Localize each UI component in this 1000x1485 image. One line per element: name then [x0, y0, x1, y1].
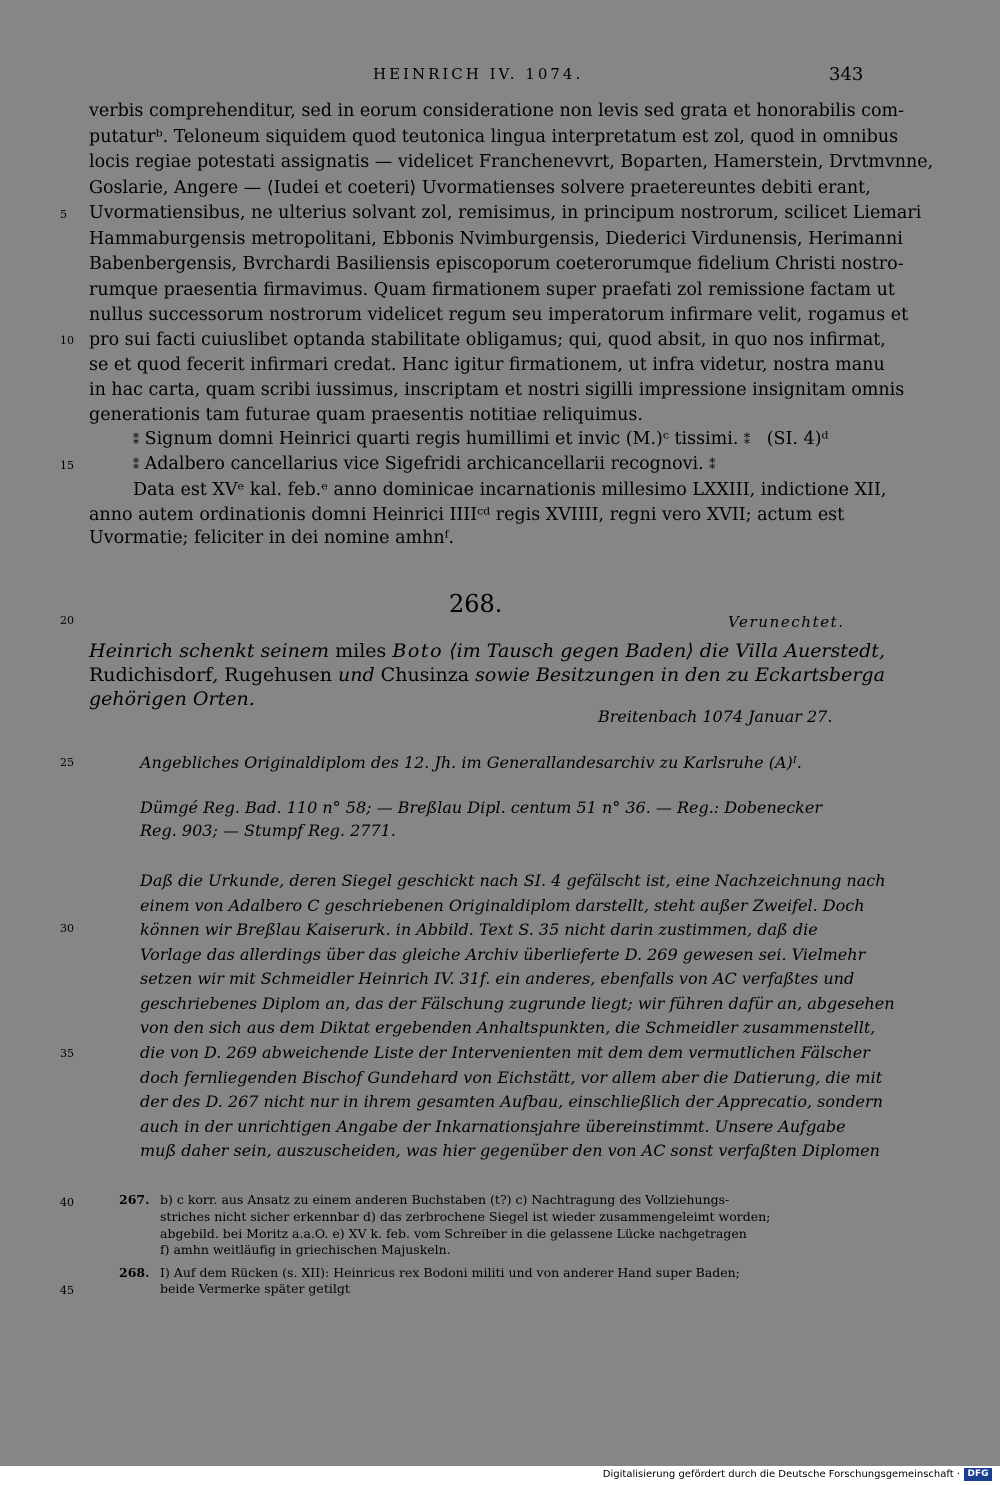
date-place: Breitenbach 1074 Januar 27. [598, 707, 833, 726]
text-line: generationis tam futurae quam praesentis notitiae reliquimus. [89, 405, 643, 425]
tradition-line: Angebliches Originaldiplom des 12. Jh. im Generallandesarchiv zu Karlsruhe (A)ᴵ. [140, 753, 802, 772]
line-number: 30 [60, 922, 74, 935]
commentary-line: setzen wir mit Schmeidler Heinrich IV. 31f. ein anderes, ebenfalls von AC verfaßtes und [140, 969, 855, 988]
commentary-line: einem von Adalbero C geschriebenen Originaldiplom darstellt, steht außer Zweifel. Doch [140, 896, 865, 915]
text-line: pro sui facti cuiuslibet optanda stabilitate obligamus; qui, quod absit, in quo nos infirmat, [89, 330, 886, 350]
commentary-line: doch fernliegenden Bischof Gundehard von Eichstätt, vor allem aber die Datierung, die mit [140, 1068, 883, 1087]
text-line: locis regiae potestati assignatis — videlicet Franchenevvrt, Boparten, Hamerstein, Drvtmvnne, [89, 152, 934, 172]
line-number: 20 [60, 614, 74, 627]
commentary-line: von den sich aus dem Diktat ergebenden Anhaltspunkten, die Schmeidler zusammenstellt, [140, 1018, 876, 1037]
running-title: HEINRICH IV. 1074. [373, 65, 584, 83]
cross-mark: ⁑ [133, 458, 139, 472]
footnote-label: 268. [119, 1265, 150, 1280]
data-line: Data est XVᵉ kal. feb.ᵉ anno dominicae incarnationis millesimo LXXIII, indictione XII, [133, 480, 887, 500]
text-line: Uvormatiensibus, ne ulterius solvant zol, remisimus, in principum nostrorum, scilicet Liemari [89, 203, 922, 223]
footnote-line: beide Vermerke später getilgt [160, 1281, 350, 1296]
document-status: Verunechtet. [728, 613, 845, 631]
text-line: Hammaburgensis metropolitani, Ebbonis Nvimburgensis, Diederici Virdunensis, Herimanni [89, 229, 903, 249]
commentary-line: können wir Breßlau Kaiserurk. in Abbild. Text S. 35 nicht darin zustimmen, daß die [140, 920, 818, 939]
bibliography-line: Reg. 903; — Stumpf Reg. 2771. [140, 821, 396, 840]
line-number: 35 [60, 1047, 74, 1060]
regest-line: Rudichisdorf, Rugehusen und Chusinza sowie Besitzungen in den zu Eckartsberga [89, 664, 885, 686]
bibliography-line: Dümgé Reg. Bad. 110 n° 58; — Breßlau Dipl. centum 51 n° 36. — Reg.: Dobenecker [140, 798, 822, 817]
dfg-logo: DFG [964, 1468, 992, 1481]
cross-mark: ⁑ [744, 433, 750, 447]
text-line: se et quod fecerit infirmari credat. Hanc igitur firmationem, ut infra videtur, nostra manu [89, 355, 885, 375]
footnote-label: 267. [119, 1192, 150, 1207]
recognition-line [133, 452, 715, 477]
commentary-line: geschriebenes Diplom an, das der Fälschung zugrunde liegt; wir führen dafür an, abgesehen [140, 994, 895, 1013]
footnote-line: b) c korr. aus Ansatz zu einem anderen Buchstaben (t?) c) Nachtragung des Vollziehungs- [160, 1192, 730, 1207]
commentary-line: auch in der unrichtigen Angabe der Inkarnationsjahre übereinstimmt. Unsere Aufgabe [140, 1117, 846, 1136]
data-line: anno autem ordinationis domni Heinrici IIIIᶜᵈ regis XVIIII, regni vero XVII; actum est [89, 505, 845, 525]
seal-note: (SI. 4)ᵈ [766, 429, 829, 449]
text-line: verbis comprehenditur, sed in eorum consideratione non levis sed grata et honorabilis com- [89, 101, 904, 121]
line-number: 40 [60, 1196, 74, 1209]
commentary-line: Daß die Urkunde, deren Siegel geschickt nach SI. 4 gefälscht ist, eine Nachzeichnung nach [140, 871, 886, 890]
recognition-text: Adalbero cancellarius vice Sigefridi archicancellarii recognovi. [144, 454, 704, 474]
line-number: 15 [60, 459, 74, 472]
cross-mark: ⁑ [709, 458, 716, 472]
line-number: 10 [60, 334, 74, 347]
regest-line: Heinrich schenkt seinem miles Boto ⟨im Tausch gegen Baden⟩ die Villa Auerstedt, [89, 640, 885, 662]
commentary-line: die von D. 269 abweichende Liste der Intervenienten mit dem dem vermutlichen Fälscher [140, 1043, 870, 1062]
footnote-line: I) Auf dem Rücken (s. XII): Heinricus rex Bodoni militi und von anderer Hand super Baden; [160, 1265, 740, 1280]
page-number: 343 [829, 64, 864, 85]
data-line: Uvormatie; feliciter in dei nomine amhnᶠ. [89, 528, 455, 548]
line-number: 5 [60, 208, 67, 221]
line-number: 25 [60, 756, 74, 769]
footnote-line: abgebild. bei Moritz a.a.O. e) XV k. feb. vom Schreiber in die gelassene Lücke nachgetragen [160, 1226, 747, 1241]
text-line: in hac carta, quam scribi iussimus, inscriptam et nostri sigilli impressione insignitam omnis [89, 380, 905, 400]
cross-mark: ⁑ [133, 433, 139, 447]
commentary-line: Vorlage das allerdings über das gleiche Archiv überlieferte D. 269 gewesen sei. Vielmehr [140, 945, 866, 964]
text-line: putaturᵇ. Teloneum siquidem quod teutonica lingua interpretatum est zol, quod in omnibus [89, 127, 899, 147]
line-number: 45 [60, 1284, 74, 1297]
footnote-line: striches nicht sicher erkennbar d) das zerbrochene Siegel ist wieder zusammengeleimt worden; [160, 1209, 771, 1224]
text-line: Goslarie, Angere — ⟨Iudei et coeteri⟩ Uvormatienses solvere praetereuntes debiti erant, [89, 178, 871, 198]
commentary-line: der des D. 267 nicht nur in ihrem gesamten Aufbau, einschließlich der Apprecatio, sondern [140, 1092, 883, 1111]
signum-text: Signum domni Heinrici quarti regis humillimi et invic (M.)ᶜ tissimi. [144, 429, 739, 449]
footnote-line: f) amhn weitläufig in griechischen Majuskeln. [160, 1242, 451, 1257]
regest-line: gehörigen Orten. [89, 688, 255, 710]
document-number: 268. [449, 590, 503, 618]
commentary-line: muß daher sein, auszuscheiden, was hier gegenüber den von AC sonst verfaßten Diplomen [140, 1141, 880, 1160]
text-line: rumque praesentia firmavimus. Quam firmationem super praefati zol remissione factam ut [89, 280, 895, 300]
signum-line [133, 427, 829, 452]
text-line: nullus successorum nostrorum videlicet regum seu imperatorum infirmare velit, rogamus et [89, 305, 909, 325]
funding-notice: Digitalisierung gefördert durch die Deutsche Forschungsgemeinschaft · [602, 1469, 960, 1480]
text-line: Babenbergensis, Bvrchardi Basiliensis episcoporum coeterorumque fidelium Christi nostro- [89, 254, 904, 274]
